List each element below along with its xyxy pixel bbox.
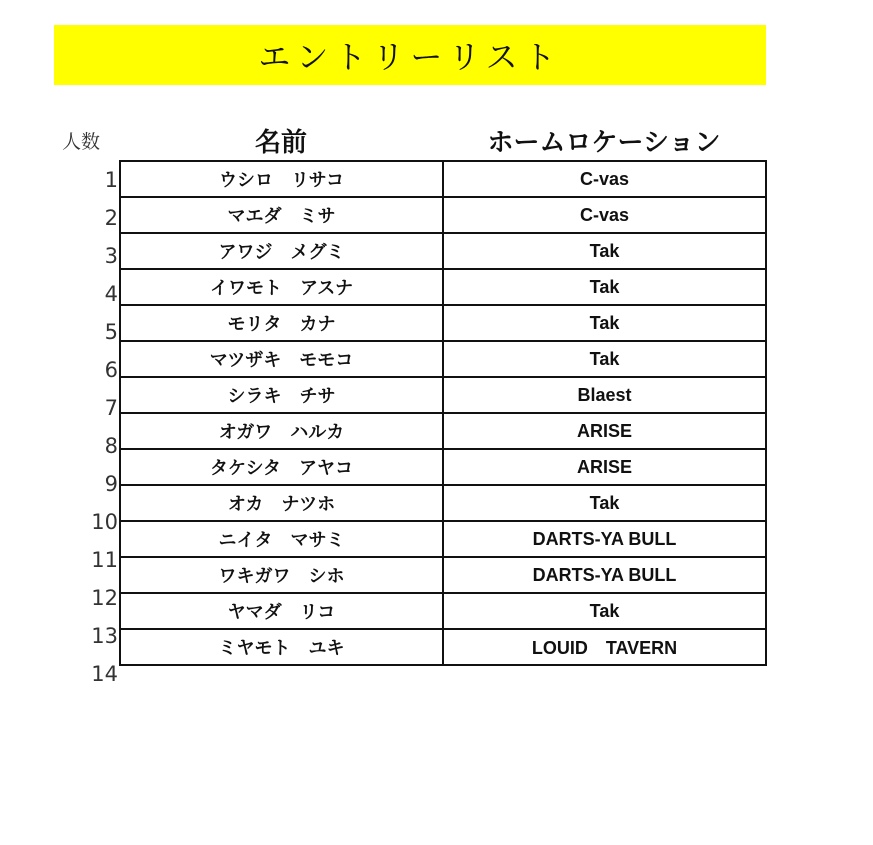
row-number: 11	[91, 548, 118, 572]
entry-name-cell: ニイタ マサミ	[120, 521, 443, 557]
entry-name-cell: ヤマダ リコ	[120, 593, 443, 629]
entry-location-cell: DARTS-YA BULL	[443, 557, 766, 593]
page-title: エントリーリスト	[258, 38, 562, 76]
table-row	[120, 593, 766, 629]
row-number: 13	[91, 624, 118, 648]
table-row	[120, 449, 766, 485]
entry-name-cell: アワジ メグミ	[120, 233, 443, 269]
row-number: 2	[104, 206, 118, 230]
table-row	[120, 269, 766, 305]
entry-name-cell: イワモト アスナ	[120, 269, 443, 305]
table-row	[120, 341, 766, 377]
entry-location-cell: ARISE	[443, 449, 766, 485]
row-number-column	[70, 161, 118, 693]
entry-location-cell: Tak	[443, 485, 766, 521]
entry-name-cell: モリタ カナ	[120, 305, 443, 341]
table-row	[120, 485, 766, 521]
table-row	[120, 629, 766, 665]
row-number: 10	[91, 510, 118, 534]
row-number: 5	[104, 320, 118, 344]
row-number: 6	[104, 358, 118, 382]
entry-location-cell: C-vas	[443, 197, 766, 233]
entry-location-cell: Blaest	[443, 377, 766, 413]
row-number: 7	[104, 396, 118, 420]
entry-name-cell: マツザキ モモコ	[120, 341, 443, 377]
entry-location-cell: C-vas	[443, 161, 766, 197]
row-number: 9	[104, 472, 118, 496]
entry-location-cell: Tak	[443, 233, 766, 269]
table-row	[120, 377, 766, 413]
entry-name-cell: タケシタ アヤコ	[120, 449, 443, 485]
entry-name-cell: オカ ナツホ	[120, 485, 443, 521]
entry-name-cell: ワキガワ シホ	[120, 557, 443, 593]
entry-name-cell: オガワ ハルカ	[120, 413, 443, 449]
location-column-header: ホームロケーション	[487, 127, 721, 158]
row-number: 4	[104, 282, 118, 306]
entry-location-cell: ARISE	[443, 413, 766, 449]
table-row	[120, 521, 766, 557]
table-row	[120, 305, 766, 341]
table-row	[120, 233, 766, 269]
row-number: 1	[104, 168, 118, 192]
entry-table	[119, 160, 767, 666]
count-column-header: 人数	[62, 131, 101, 153]
row-number: 8	[104, 434, 118, 458]
entry-name-cell: マエダ ミサ	[120, 197, 443, 233]
table-row	[120, 161, 766, 197]
entry-name-cell: ミヤモト ユキ	[120, 629, 443, 665]
entry-location-cell: LOUID TAVERN	[443, 629, 766, 665]
entry-name-cell: ウシロ リサコ	[120, 161, 443, 197]
entry-location-cell: DARTS-YA BULL	[443, 521, 766, 557]
row-number: 3	[104, 244, 118, 268]
entry-location-cell: Tak	[443, 269, 766, 305]
row-number: 12	[91, 586, 118, 610]
entry-location-cell: Tak	[443, 341, 766, 377]
entry-location-cell: Tak	[443, 305, 766, 341]
entry-location-cell: Tak	[443, 593, 766, 629]
name-column-header: 名前	[254, 127, 307, 158]
table-row	[120, 557, 766, 593]
row-number: 14	[91, 662, 118, 686]
entry-name-cell: シラキ チサ	[120, 377, 443, 413]
table-row	[120, 413, 766, 449]
title-banner	[54, 25, 766, 85]
table-row	[120, 197, 766, 233]
